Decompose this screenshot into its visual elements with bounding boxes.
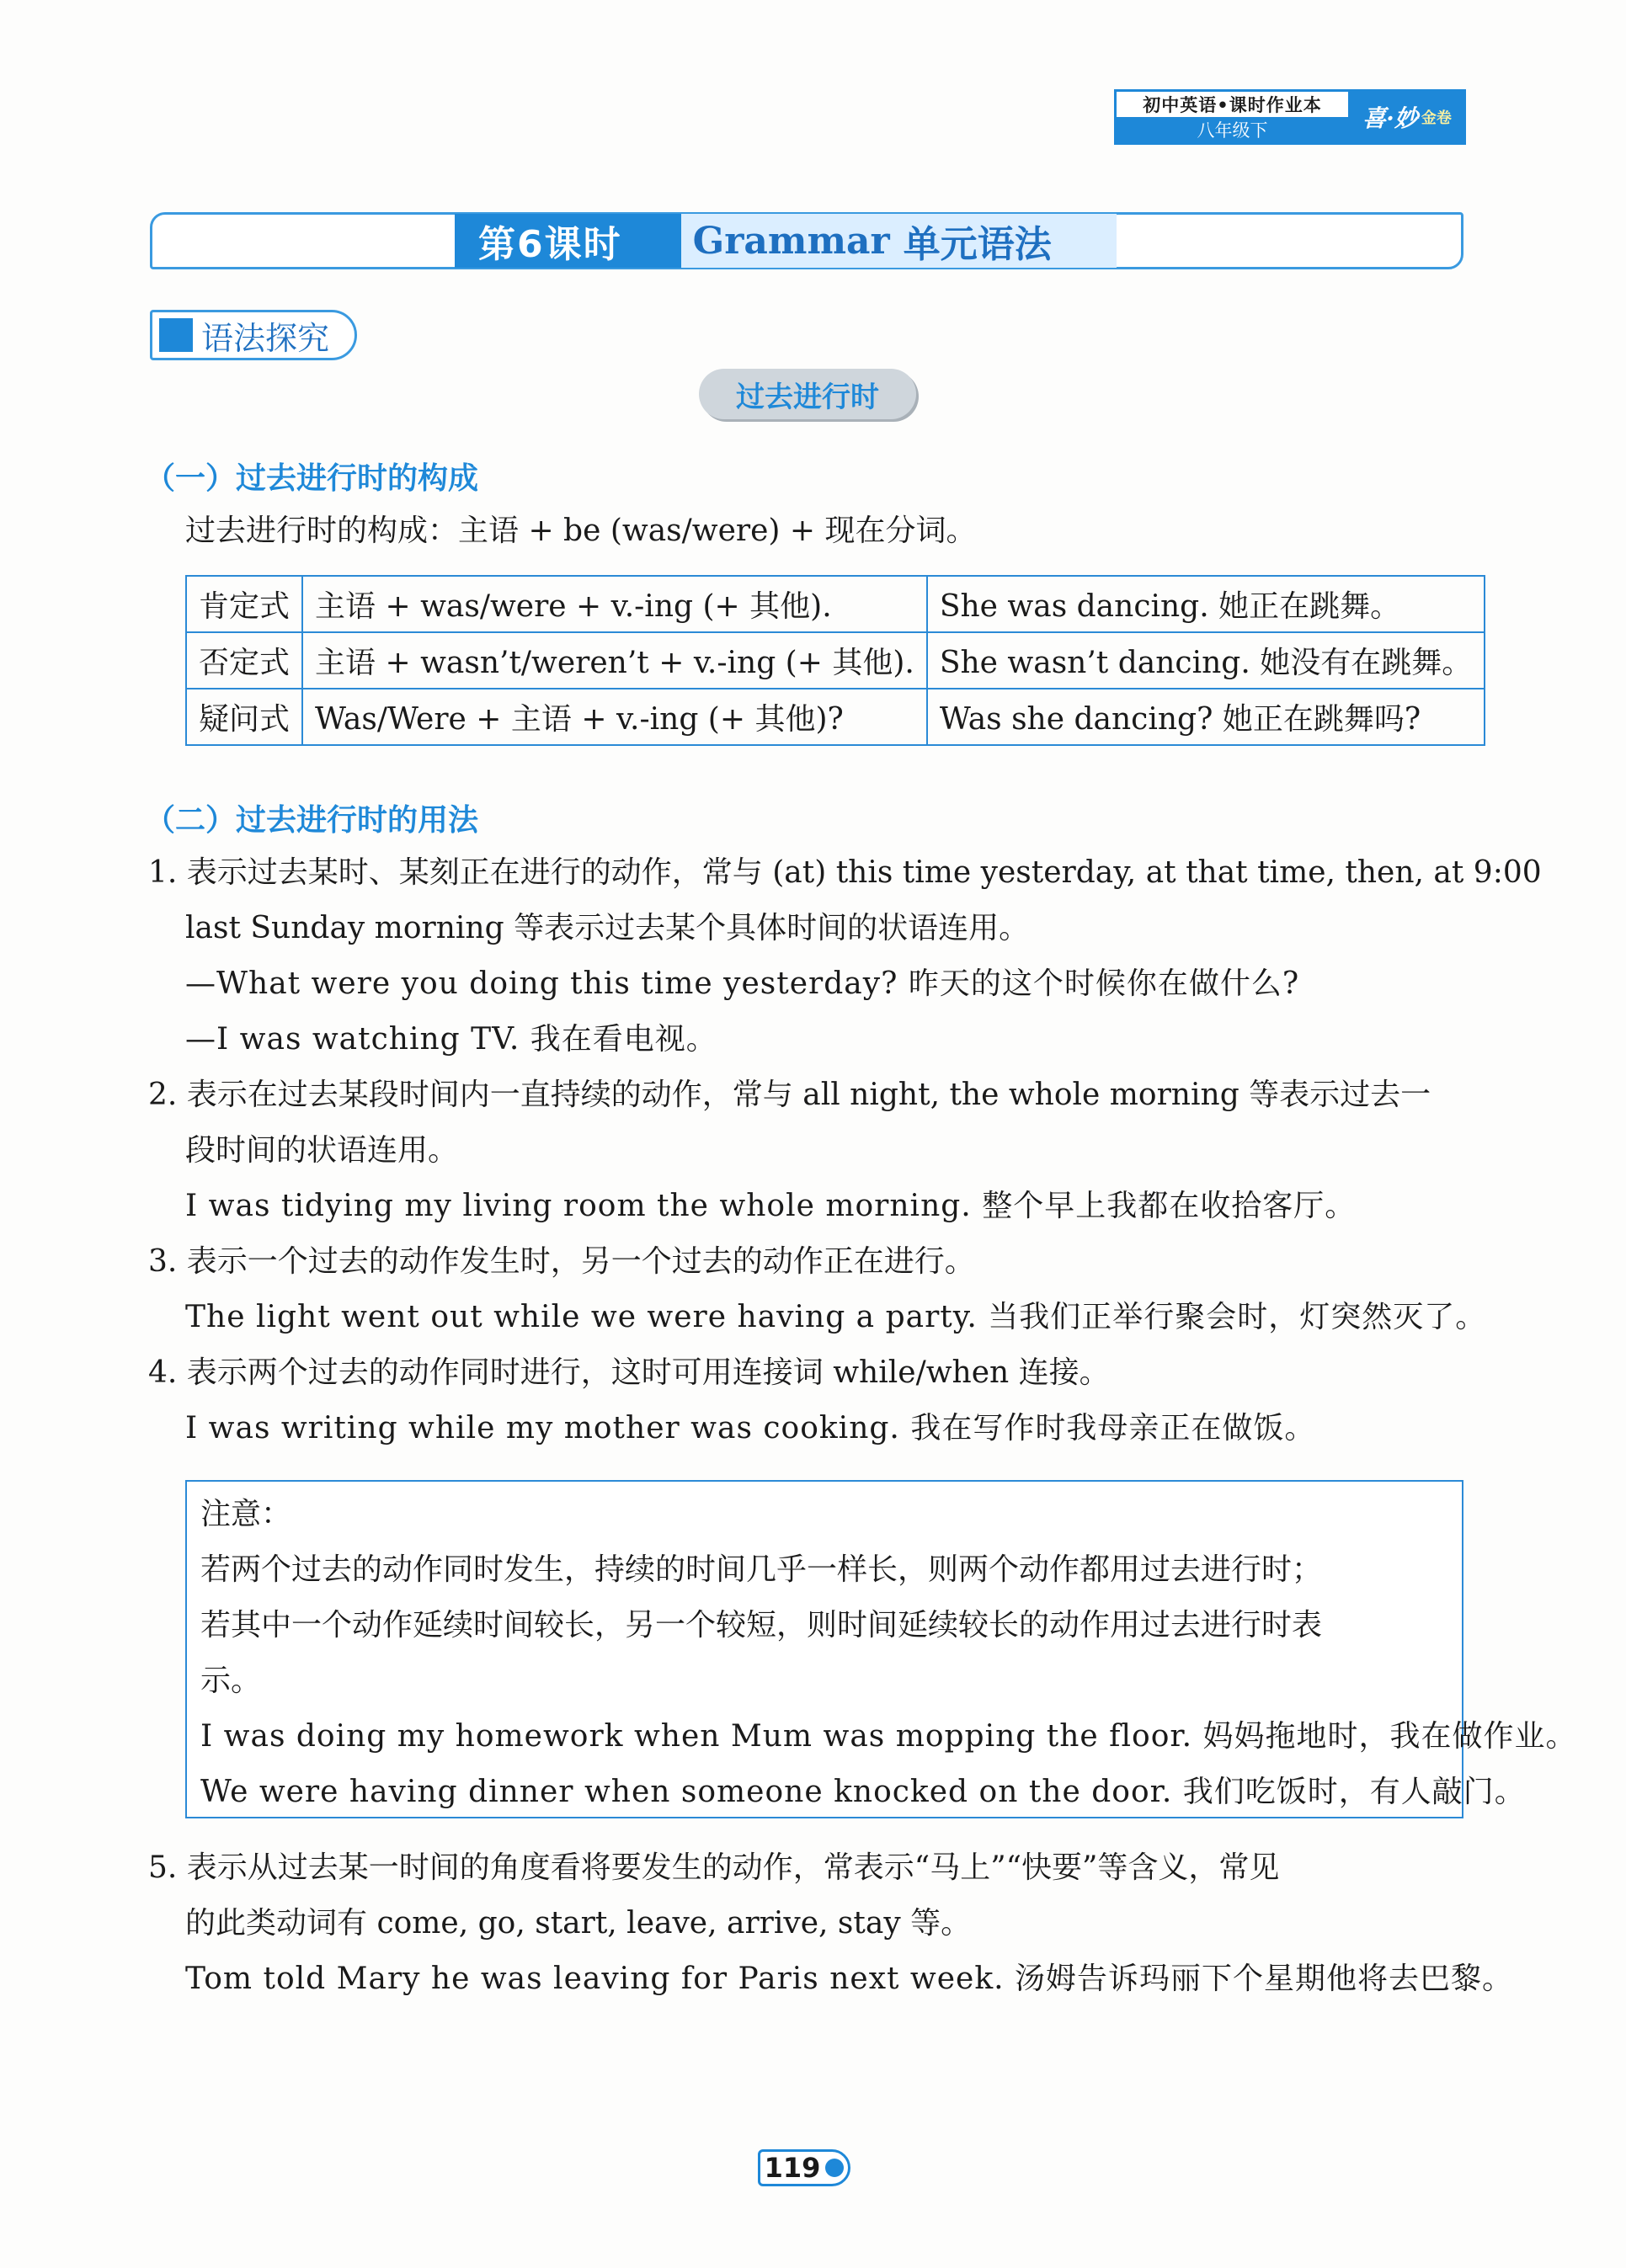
structure-table: [185, 575, 1485, 746]
item2-example1: I was tidying my living room the whole morning. 整个早上我都在收拾客厅。: [185, 1189, 1357, 1223]
part1-intro: 过去进行时的构成：主语 + be (was/were) + 现在分词。: [185, 514, 977, 548]
table-cell-type: 肯定式: [186, 576, 302, 632]
item5-line2: 的此类动词有 come, go, start, leave, arrive, stay 等。: [185, 1906, 972, 1941]
table-cell-type: 否定式: [186, 632, 302, 689]
table-cell-example: She was dancing. 她正在跳舞。: [927, 576, 1485, 632]
series-info: [1114, 89, 1348, 145]
lesson-title: [455, 214, 1117, 268]
item5-example1: Tom told Mary he was leaving for Paris next week. 汤姆告诉玛丽下个星期他将去巴黎。: [185, 1962, 1514, 1996]
note-box: [185, 1480, 1577, 1818]
item1-example2: —I was watching TV. 我在看电视。: [185, 1022, 717, 1057]
part1-heading: （一）过去进行时的构成: [145, 461, 479, 496]
table-cell-form: 主语 + wasn’t/weren’t + v.-ing (+ 其他).: [302, 632, 927, 689]
page-number: [758, 2149, 850, 2186]
note-title: 注意：: [200, 1497, 292, 1531]
item1-example1: —What were you doing this time yesterday? 昨天的这个时候你在做什么?: [185, 966, 1300, 1001]
item1-line1: 1. 表示过去某时、某刻正在进行的动作，常与 (at) this time yesterday, at that time, then, at 9:00: [148, 855, 1542, 890]
note-line3: 示。: [200, 1664, 262, 1698]
topic-pill: 过去进行时: [699, 369, 916, 419]
table-row: [186, 632, 1485, 689]
item2-line1: 2. 表示在过去某段时间内一直持续的动作，常与 all night, the whole morning 等表示过去一: [148, 1078, 1431, 1112]
page-number-text: 119: [764, 2152, 821, 2184]
table-row: [186, 689, 1485, 745]
brand-sub: 金卷: [1421, 109, 1452, 127]
brand-logo: [1348, 89, 1466, 145]
item4-line1: 4. 表示两个过去的动作同时进行，这时可用连接词 while/when 连接。: [148, 1355, 1110, 1390]
item3-example1: The light went out while we were having a party. 当我们正举行聚会时，灯突然灭了。: [185, 1300, 1487, 1334]
note-example1: I was doing my homework when Mum was mopping the floor. 妈妈拖地时，我在做作业。: [200, 1719, 1577, 1754]
table-cell-form: 主语 + was/were + v.-ing (+ 其他).: [302, 576, 927, 632]
section-tag: [150, 310, 357, 360]
item4-example1: I was writing while my mother was cooking. 我在写作时我母亲正在做饭。: [185, 1411, 1316, 1445]
table-cell-example: Was she dancing? 她正在跳舞吗?: [927, 689, 1485, 745]
item2-line2: 段时间的状语连用。: [185, 1133, 459, 1168]
dot-icon: [825, 2159, 844, 2177]
lesson-number: 第6课时: [478, 223, 622, 266]
part2-heading: （二）过去进行时的用法: [145, 803, 479, 838]
table-cell-form: Was/Were + 主语 + v.-ing (+ 其他)?: [302, 689, 927, 745]
table-row: [186, 576, 1485, 632]
section-label: 语法探究: [201, 319, 330, 357]
item1-line2: last Sunday morning 等表示过去某个具体时间的状语连用。: [185, 911, 1030, 945]
topic-en: Grammar: [692, 219, 890, 263]
table-cell-type: 疑问式: [186, 689, 302, 745]
lesson-topic: [681, 214, 1117, 268]
item5-line1: 5. 表示从过去某一时间的角度看将要发生的动作，常表示“马上”“快要”等含义，常见: [148, 1850, 1280, 1885]
table-cell-example: She wasn’t dancing. 她没有在跳舞。: [927, 632, 1485, 689]
square-icon: [159, 318, 193, 352]
brand-name: 喜·妙: [1362, 104, 1418, 132]
topic-cn: 单元语法: [903, 223, 1052, 266]
note-line2: 若其中一个动作延续时间较长，另一个较短，则时间延续较长的动作用过去进行时表: [200, 1608, 1323, 1642]
note-line1: 若两个过去的动作同时发生，持续的时间几乎一样长，则两个动作都用过去进行时；: [200, 1552, 1323, 1587]
item3-line1: 3. 表示一个过去的动作发生时，另一个过去的动作正在进行。: [148, 1244, 975, 1279]
series-name: 初中英语•课时作业本: [1117, 92, 1348, 117]
note-example2: We were having dinner when someone knocked on the door. 我们吃饭时，有人敲门。: [200, 1775, 1526, 1809]
series-badge: [1114, 89, 1466, 145]
grade-label: 八年级下: [1117, 117, 1348, 142]
